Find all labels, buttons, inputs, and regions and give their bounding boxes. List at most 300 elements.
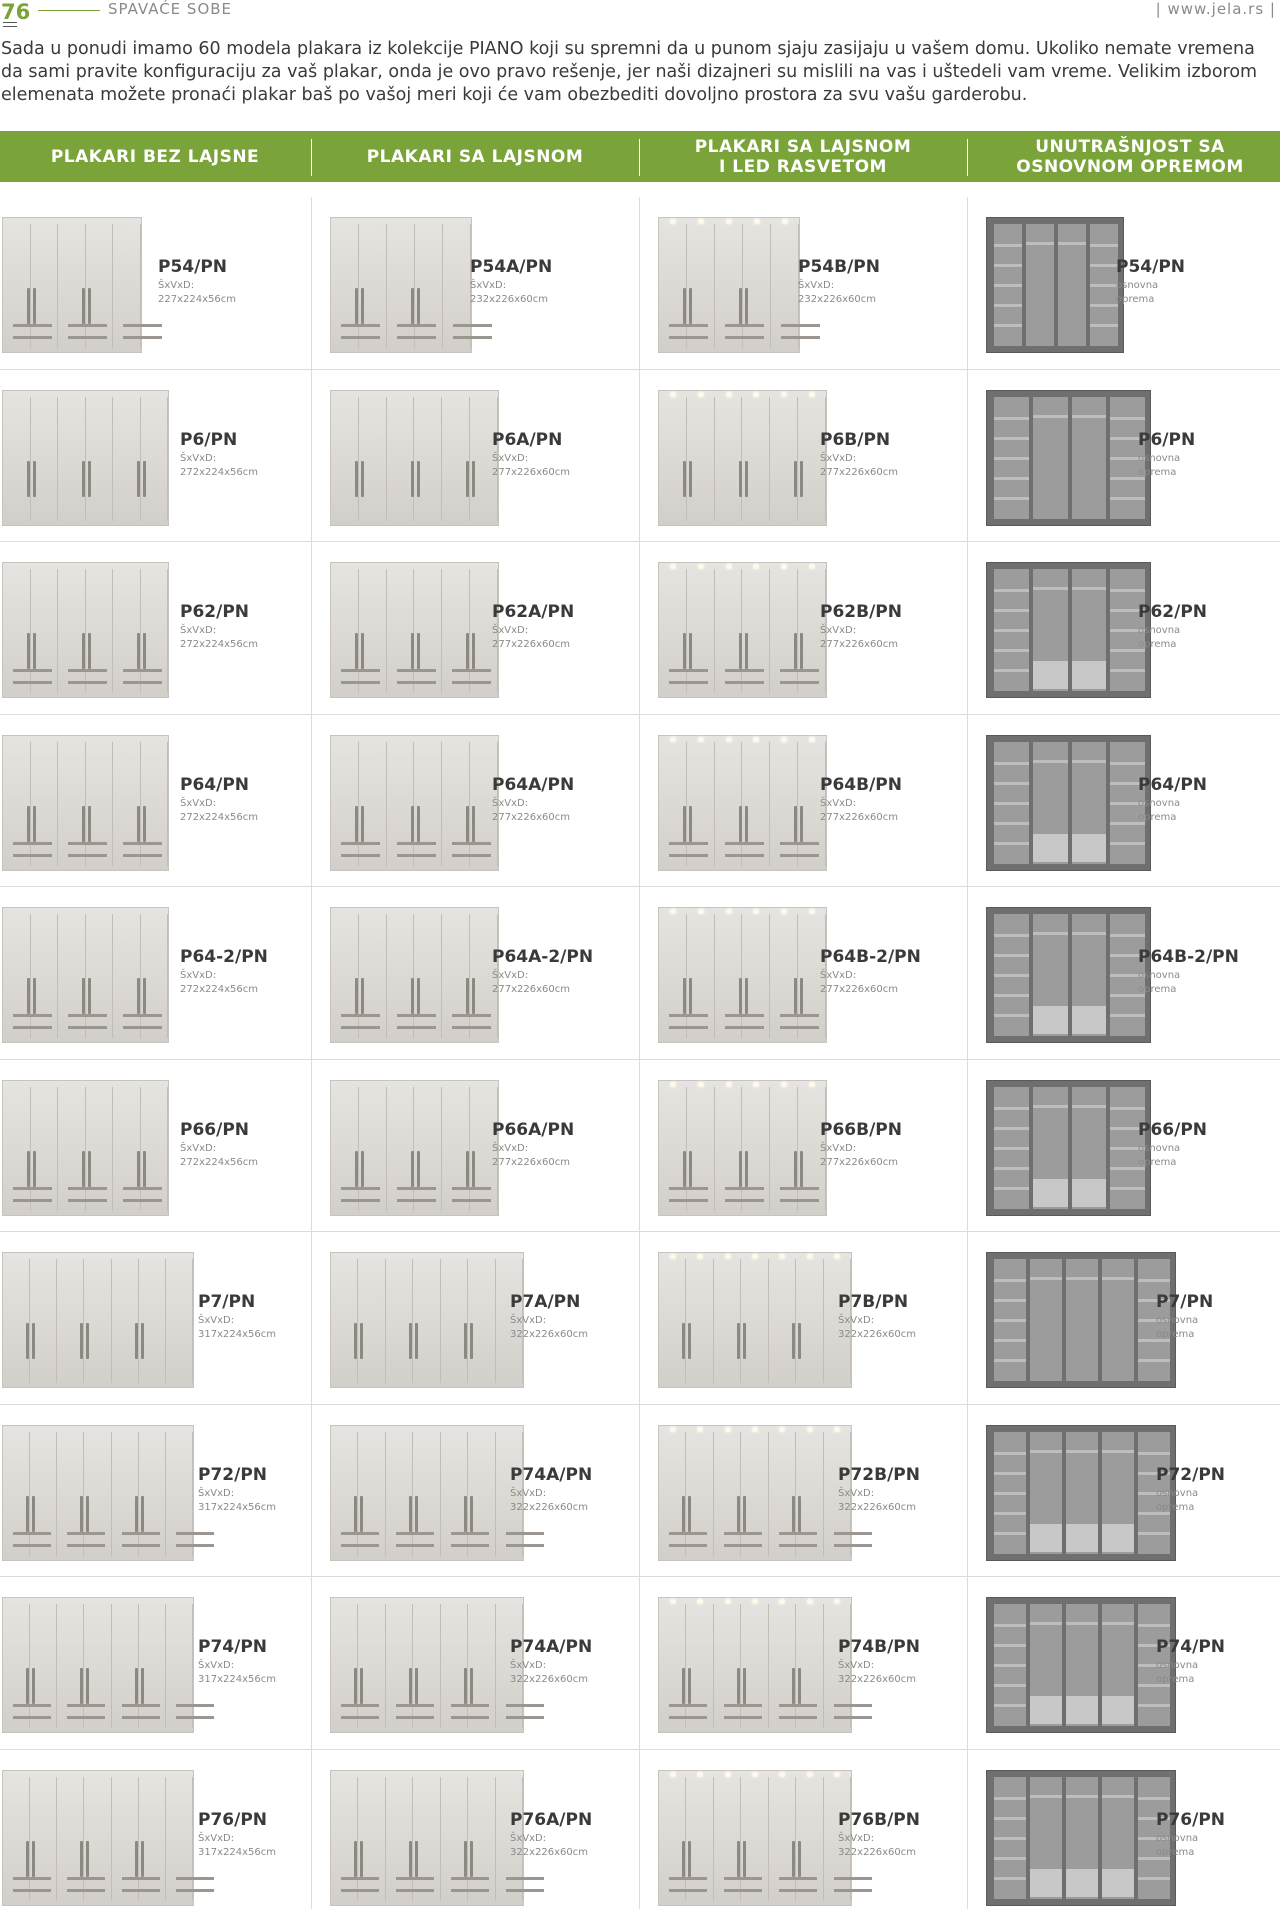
product-dimension-label: ŠxVxD:: [820, 1143, 857, 1154]
drawer-handle: [396, 1889, 434, 1892]
interior-shelf: [994, 1644, 1026, 1647]
wardrobe-door: [359, 914, 387, 1038]
wardrobe-door: [468, 1432, 495, 1556]
product-dimension-value: 322x226x60cm: [838, 1674, 916, 1685]
interior-shelf: [994, 417, 1029, 420]
page-header: [0, 0, 1280, 28]
product-dimension-label: ŠxVxD:: [158, 280, 195, 291]
wardrobe-door: [468, 1777, 495, 1901]
product-dimension-label: osnovna: [1138, 1143, 1181, 1154]
door-handle: [137, 1151, 140, 1187]
product-dimension-value: 277x226x60cm: [492, 467, 570, 478]
product-dimension-label: ŠxVxD:: [180, 1143, 217, 1154]
drawer-handle: [669, 1889, 707, 1892]
product-code: P74A/PN: [510, 1637, 593, 1657]
wardrobe-door: [331, 1777, 358, 1901]
interior-bay: [1102, 1432, 1134, 1554]
wardrobe-door: [442, 914, 470, 1038]
product-dimension-label: osnovna: [1138, 453, 1181, 464]
wardrobe-door: [57, 1432, 84, 1556]
wardrobe-interior-image: [986, 1080, 1151, 1216]
drawer-handle: [506, 1704, 544, 1707]
interior-bay: [1033, 914, 1068, 1036]
product-dimension-label: ŠxVxD:: [180, 453, 217, 464]
drawer-handle: [13, 1716, 51, 1719]
interior-shelf: [1030, 1795, 1062, 1798]
door-handle: [800, 1151, 803, 1187]
drawer-handle: [67, 1877, 105, 1880]
product-dimension-label: ŠxVxD:: [198, 1833, 235, 1844]
drawer-handle: [780, 854, 819, 857]
door-handle: [472, 1151, 475, 1187]
interior-shelf: [1033, 587, 1068, 590]
door-handle: [794, 461, 797, 497]
wardrobe-door: [769, 1604, 796, 1728]
wardrobe-door: [112, 1777, 139, 1901]
interior-shelf: [994, 802, 1029, 805]
drawer-handle: [669, 1716, 707, 1719]
interior-bay: [994, 1604, 1026, 1726]
wardrobe-door: [31, 914, 59, 1038]
wardrobe-door: [686, 1259, 713, 1383]
door-handle: [360, 1323, 363, 1359]
product-dimension-label: ŠxVxD:: [180, 625, 217, 636]
led-light: [752, 1599, 758, 1604]
led-light: [670, 737, 676, 742]
drawer-handle: [779, 1544, 817, 1547]
interior-bay: [1033, 1087, 1068, 1209]
door-handle: [464, 1668, 467, 1704]
wardrobe-door: [468, 1259, 495, 1383]
product-dimension-value: oprema: [1138, 812, 1177, 823]
led-light: [726, 1082, 732, 1087]
wardrobe-image: [2, 1252, 194, 1388]
door-handle: [688, 1841, 691, 1877]
interior-shelf: [1030, 1622, 1062, 1625]
led-light: [697, 1254, 703, 1259]
door-handle: [86, 1496, 89, 1532]
catalog-grid: [0, 197, 1280, 1909]
wardrobe-door: [166, 1259, 193, 1383]
drawer-handle: [122, 1716, 160, 1719]
interior-bay: [994, 914, 1029, 1036]
door-handle: [739, 978, 742, 1014]
interior-drawer: [1030, 1869, 1062, 1897]
product-code: P54/PN: [1116, 257, 1186, 277]
interior-shelf: [1110, 1107, 1145, 1110]
led-light: [782, 219, 788, 224]
drawer-handle: [123, 669, 162, 672]
door-handle: [33, 633, 36, 669]
product-dimension-value: 277x226x60cm: [492, 639, 570, 650]
drawer-handle: [341, 1026, 380, 1029]
wardrobe-door: [166, 1777, 193, 1901]
door-handle: [417, 288, 420, 324]
product-dimension-label: osnovna: [1138, 625, 1181, 636]
wardrobe-door: [686, 1604, 713, 1728]
product-dimension-value: oprema: [1156, 1502, 1195, 1513]
interior-shelf: [994, 669, 1029, 672]
wardrobe-interior-image: [986, 562, 1151, 698]
product-dimension-value: 272x224x56cm: [180, 812, 258, 823]
door-handle: [798, 1496, 801, 1532]
door-handle: [415, 1668, 418, 1704]
interior-bay: [1030, 1777, 1062, 1899]
wardrobe-door: [770, 397, 798, 521]
interior-shelf: [994, 762, 1029, 765]
wardrobe-door: [113, 397, 141, 521]
product-code: P64B/PN: [820, 775, 902, 795]
drawer-handle: [67, 1889, 105, 1892]
door-handle: [743, 1668, 746, 1704]
interior-shelf: [994, 1664, 1026, 1667]
wardrobe-door: [743, 914, 771, 1038]
led-light: [726, 564, 732, 569]
column-header-band: [0, 131, 1280, 182]
product-dimension-value: 272x224x56cm: [180, 639, 258, 650]
drawer-handle: [341, 324, 380, 327]
interior-drawer: [1072, 1179, 1107, 1207]
door-handle: [135, 1668, 138, 1704]
drawer-handle: [725, 1199, 764, 1202]
wardrobe-door: [441, 1259, 468, 1383]
door-handle: [137, 461, 140, 497]
led-light: [807, 1427, 813, 1432]
interior-drawer: [1072, 661, 1107, 689]
wardrobe-image: [658, 1080, 827, 1216]
grid-row-divider: [0, 1404, 1280, 1405]
wardrobe-door: [743, 1087, 771, 1211]
wardrobe-door: [331, 397, 359, 521]
interior-shelf: [1110, 497, 1145, 500]
wardrobe-door: [86, 569, 114, 693]
door-handle: [88, 461, 91, 497]
drawer-handle: [341, 1014, 380, 1017]
interior-shelf: [994, 1857, 1026, 1860]
interior-shelf: [1138, 1359, 1170, 1362]
door-handle: [80, 1668, 83, 1704]
interior-drawer: [1033, 1006, 1068, 1034]
drawer-handle: [669, 681, 708, 684]
wardrobe-door: [84, 1604, 111, 1728]
product-dimension-label: ŠxVxD:: [838, 1833, 875, 1844]
interior-shelf: [994, 629, 1029, 632]
wardrobe-image: [2, 1597, 194, 1733]
door-handle: [355, 288, 358, 324]
product-dimension-label: ŠxVxD:: [198, 1660, 235, 1671]
site-url[interactable]: | www.jela.rs |: [1155, 0, 1276, 18]
interior-shelf: [994, 842, 1029, 845]
door-handle: [683, 461, 686, 497]
interior-shelf: [1030, 1450, 1062, 1453]
wardrobe-door: [443, 224, 471, 348]
door-handle: [683, 633, 686, 669]
drawer-handle: [13, 1532, 51, 1535]
wardrobe-door: [686, 1432, 713, 1556]
interior-shelf: [994, 934, 1029, 937]
wardrobe-door: [57, 1259, 84, 1383]
drawer-handle: [123, 324, 162, 327]
product-code: P72B/PN: [838, 1465, 920, 1485]
product-code: P54/PN: [158, 257, 228, 277]
interior-shelf: [994, 437, 1029, 440]
interior-shelf: [994, 1532, 1026, 1535]
drawer-handle: [669, 1199, 708, 1202]
interior-shelf: [1138, 1877, 1170, 1880]
wardrobe-door: [769, 1777, 796, 1901]
drawer-handle: [451, 1532, 489, 1535]
drawer-handle: [68, 1199, 107, 1202]
wardrobe-door: [415, 569, 443, 693]
door-handle: [409, 1668, 412, 1704]
wardrobe-door: [770, 914, 798, 1038]
door-handle: [798, 1668, 801, 1704]
interior-shelf: [1026, 242, 1054, 245]
column-separator: [311, 139, 312, 176]
wardrobe-image: [330, 1080, 499, 1216]
drawer-handle: [122, 1704, 160, 1707]
product-dimension-label: ŠxVxD:: [470, 280, 507, 291]
wardrobe-image: [2, 1425, 194, 1561]
wardrobe-door: [659, 397, 687, 521]
door-handle: [470, 1841, 473, 1877]
drawer-handle: [725, 669, 764, 672]
interior-bay: [1072, 397, 1107, 519]
wardrobe-door: [359, 742, 387, 866]
product-dimension-label: ŠxVxD:: [198, 1488, 235, 1499]
wardrobe-door: [715, 224, 743, 348]
drawer-handle: [669, 336, 708, 339]
product-dimension-value: 317x224x56cm: [198, 1329, 276, 1340]
wardrobe-door: [84, 1777, 111, 1901]
drawer-handle: [506, 1889, 544, 1892]
wardrobe-door: [441, 1604, 468, 1728]
product-code: P64-2/PN: [180, 947, 268, 967]
wardrobe-door: [113, 742, 141, 866]
interior-shelf: [994, 994, 1029, 997]
drawer-handle: [724, 1704, 762, 1707]
wardrobe-image: [658, 1425, 852, 1561]
interior-shelf: [1072, 1105, 1107, 1108]
drawer-handle: [176, 1544, 214, 1547]
led-light: [670, 392, 676, 397]
drawer-handle: [123, 1026, 162, 1029]
door-handle: [745, 978, 748, 1014]
drawer-handle: [123, 1199, 162, 1202]
interior-drawer: [1033, 834, 1068, 862]
interior-shelf: [1110, 669, 1145, 672]
product-dimension-value: 322x226x60cm: [838, 1502, 916, 1513]
product-code: P6/PN: [1138, 430, 1196, 450]
interior-shelf: [994, 1684, 1026, 1687]
drawer-handle: [451, 1544, 489, 1547]
door-handle: [143, 461, 146, 497]
drawer-handle: [669, 842, 708, 845]
product-code: P74B/PN: [838, 1637, 920, 1657]
interior-bay: [994, 569, 1029, 691]
drawer-handle: [834, 1532, 872, 1535]
wardrobe-door: [387, 742, 415, 866]
interior-shelf: [994, 1147, 1029, 1150]
product-dimension-label: ŠxVxD:: [180, 970, 217, 981]
interior-shelf: [994, 1472, 1026, 1475]
door-handle: [415, 1323, 418, 1359]
door-handle: [26, 1841, 29, 1877]
interior-shelf: [994, 782, 1029, 785]
product-dimension-value: 232x226x60cm: [470, 294, 548, 305]
interior-bay: [994, 1432, 1026, 1554]
drawer-handle: [341, 336, 380, 339]
column-header-plain: PLAKARI BEZ LAJSNE: [50, 146, 260, 167]
door-handle: [354, 1668, 357, 1704]
door-handle: [137, 806, 140, 842]
door-handle: [32, 1841, 35, 1877]
door-handle: [33, 461, 36, 497]
door-handle: [82, 1151, 85, 1187]
door-handle: [737, 1496, 740, 1532]
column-header-molding: PLAKARI SA LAJSNOM: [366, 146, 584, 167]
drawer-handle: [834, 1716, 872, 1719]
product-dimension-label: ŠxVxD:: [838, 1488, 875, 1499]
led-light: [697, 1772, 703, 1777]
door-handle: [688, 1668, 691, 1704]
wardrobe-door: [714, 1259, 741, 1383]
interior-drawer: [1066, 1524, 1098, 1552]
grid-row-divider: [0, 1231, 1280, 1232]
drawer-handle: [725, 842, 764, 845]
product-dimension-value: oprema: [1116, 294, 1155, 305]
wardrobe-door: [84, 1259, 111, 1383]
page-number-mark: [3, 22, 17, 27]
led-light: [670, 219, 676, 224]
wardrobe-image: [330, 390, 499, 526]
interior-shelf: [1110, 589, 1145, 592]
interior-bay: [1030, 1259, 1062, 1381]
interior-shelf: [1138, 1704, 1170, 1707]
door-handle: [33, 978, 36, 1014]
led-light: [670, 1599, 676, 1604]
drawer-handle: [451, 1716, 489, 1719]
interior-shelf: [994, 284, 1022, 287]
wardrobe-door: [415, 742, 443, 866]
wardrobe-door: [3, 1432, 30, 1556]
interior-shelf: [994, 609, 1029, 612]
drawer-handle: [452, 681, 491, 684]
drawer-handle: [397, 1026, 436, 1029]
wardrobe-door: [714, 1604, 741, 1728]
wardrobe-image: [2, 735, 169, 871]
wardrobe-door: [331, 224, 359, 348]
drawer-handle: [67, 1544, 105, 1547]
wardrobe-door: [58, 569, 86, 693]
led-light: [726, 737, 732, 742]
drawer-handle: [452, 669, 491, 672]
drawer-handle: [452, 1187, 491, 1190]
product-dimension-value: 277x226x60cm: [820, 639, 898, 650]
drawer-handle: [506, 1716, 544, 1719]
door-handle: [743, 1323, 746, 1359]
product-code: P62/PN: [1138, 602, 1208, 622]
wardrobe-door: [331, 1604, 358, 1728]
interior-shelf: [1072, 932, 1107, 935]
wardrobe-door: [441, 1777, 468, 1901]
drawer-handle: [724, 1716, 762, 1719]
drawer-handle: [341, 854, 380, 857]
interior-shelf: [1110, 934, 1145, 937]
product-code: P66A/PN: [492, 1120, 575, 1140]
led-light: [726, 219, 732, 224]
door-handle: [794, 633, 797, 669]
wardrobe-door: [441, 1432, 468, 1556]
wardrobe-interior-image: [986, 1425, 1176, 1561]
section-title: SPAVAĆE SOBE: [108, 0, 233, 18]
door-handle: [88, 1151, 91, 1187]
interior-shelf: [1072, 760, 1107, 763]
door-handle: [82, 806, 85, 842]
grid-row-divider: [0, 886, 1280, 887]
wardrobe-door: [687, 742, 715, 866]
door-handle: [354, 1841, 357, 1877]
wardrobe-interior-image: [986, 217, 1124, 353]
wardrobe-image: [2, 907, 169, 1043]
drawer-handle: [397, 336, 436, 339]
product-dimension-value: oprema: [1156, 1329, 1195, 1340]
drawer-handle: [669, 1704, 707, 1707]
wardrobe-door: [386, 1777, 413, 1901]
interior-shelf: [994, 497, 1029, 500]
wardrobe-image: [658, 1252, 852, 1388]
interior-bay: [1058, 224, 1086, 346]
led-light: [725, 1254, 731, 1259]
door-handle: [82, 633, 85, 669]
drawer-handle: [122, 1544, 160, 1547]
interior-drawer: [1033, 661, 1068, 689]
door-handle: [415, 1841, 418, 1877]
led-light: [752, 1254, 758, 1259]
wardrobe-door: [86, 397, 114, 521]
led-light: [807, 1599, 813, 1604]
product-code: P54B/PN: [798, 257, 880, 277]
door-handle: [409, 1496, 412, 1532]
product-code: P7A/PN: [510, 1292, 581, 1312]
door-handle: [80, 1841, 83, 1877]
interior-drawer: [1072, 834, 1107, 862]
interior-drawer: [1033, 1179, 1068, 1207]
interior-bay: [994, 397, 1029, 519]
led-light: [752, 1427, 758, 1432]
product-dimension-value: 277x226x60cm: [492, 812, 570, 823]
product-code: P6B/PN: [820, 430, 891, 450]
drawer-handle: [13, 1026, 52, 1029]
header-rule: [38, 10, 100, 11]
led-light: [725, 1772, 731, 1777]
product-dimension-label: ŠxVxD:: [510, 1488, 547, 1499]
wardrobe-door: [770, 569, 798, 693]
door-handle: [141, 1668, 144, 1704]
interior-shelf: [994, 1359, 1026, 1362]
product-dimension-value: 277x226x60cm: [492, 984, 570, 995]
drawer-handle: [669, 1532, 707, 1535]
drawer-handle: [724, 1532, 762, 1535]
product-code: P76/PN: [198, 1810, 268, 1830]
wardrobe-door: [659, 1259, 686, 1383]
drawer-handle: [452, 854, 491, 857]
wardrobe-image: [330, 735, 499, 871]
door-handle: [689, 806, 692, 842]
door-handle: [411, 978, 414, 1014]
drawer-handle: [68, 681, 107, 684]
door-handle: [417, 461, 420, 497]
